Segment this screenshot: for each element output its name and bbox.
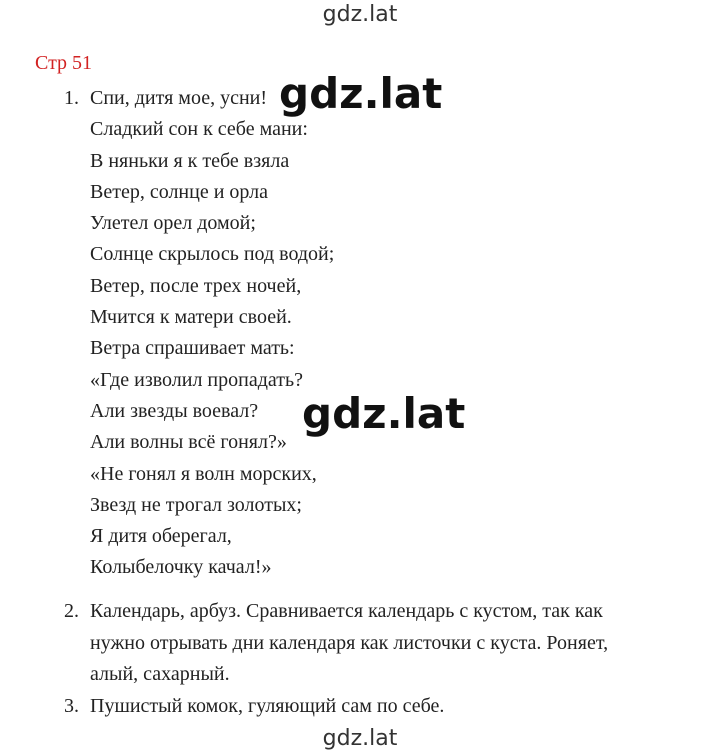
poem-text bbox=[90, 83, 690, 584]
answer-line: Календарь, арбуз. Сравнивается календарь с кустом, так как bbox=[90, 600, 603, 622]
answer-text bbox=[90, 691, 690, 722]
watermark-large: gdz.lat bbox=[302, 389, 466, 438]
page-heading: Стр 51 bbox=[35, 52, 93, 74]
poem-line: Ветра спрашивает мать: bbox=[90, 337, 295, 360]
watermark-bottom: gdz.lat bbox=[322, 726, 398, 751]
watermark-top: gdz.lat bbox=[322, 2, 398, 27]
answer-text bbox=[90, 596, 690, 691]
poem-line: Али звезды воевал? bbox=[90, 399, 259, 422]
poem-line: Ветер, после трех ночей, bbox=[90, 274, 302, 297]
poem-line: Сладкий сон к себе мани: bbox=[90, 118, 308, 141]
item-number: 1. bbox=[64, 87, 79, 109]
poem-line: Солнце скрылось под водой; bbox=[90, 243, 335, 266]
answer-line: нужно отрывать дни календаря как листочки с куста. Роняет, bbox=[90, 631, 609, 654]
watermark-large: gdz.lat bbox=[279, 69, 443, 118]
poem-line: Колыбелочку качал!» bbox=[90, 556, 272, 579]
poem-line: Улетел орел домой; bbox=[90, 212, 256, 235]
answer-line: Пушистый комок, гуляющий сам по себе. bbox=[90, 695, 445, 717]
poem-line: Спи, дитя мое, усни! bbox=[90, 87, 268, 109]
poem-line: Мчится к матери своей. bbox=[90, 306, 292, 329]
answer-line: алый, сахарный. bbox=[90, 663, 230, 685]
poem-line: «Где изволил пропадать? bbox=[90, 368, 303, 391]
item-number: 3. bbox=[64, 695, 79, 717]
poem-line: Звезд не трогал золотых; bbox=[90, 493, 302, 516]
item-number: 2. bbox=[64, 600, 79, 622]
poem-line: Я дитя оберегал, bbox=[90, 525, 232, 548]
poem-line: В няньки я к тебе взяла bbox=[90, 149, 290, 172]
poem-line: Ветер, солнце и орла bbox=[90, 180, 269, 203]
poem-line: Али волны всё гонял?» bbox=[90, 431, 287, 454]
poem-line: «Не гонял я волн морских, bbox=[90, 462, 317, 485]
